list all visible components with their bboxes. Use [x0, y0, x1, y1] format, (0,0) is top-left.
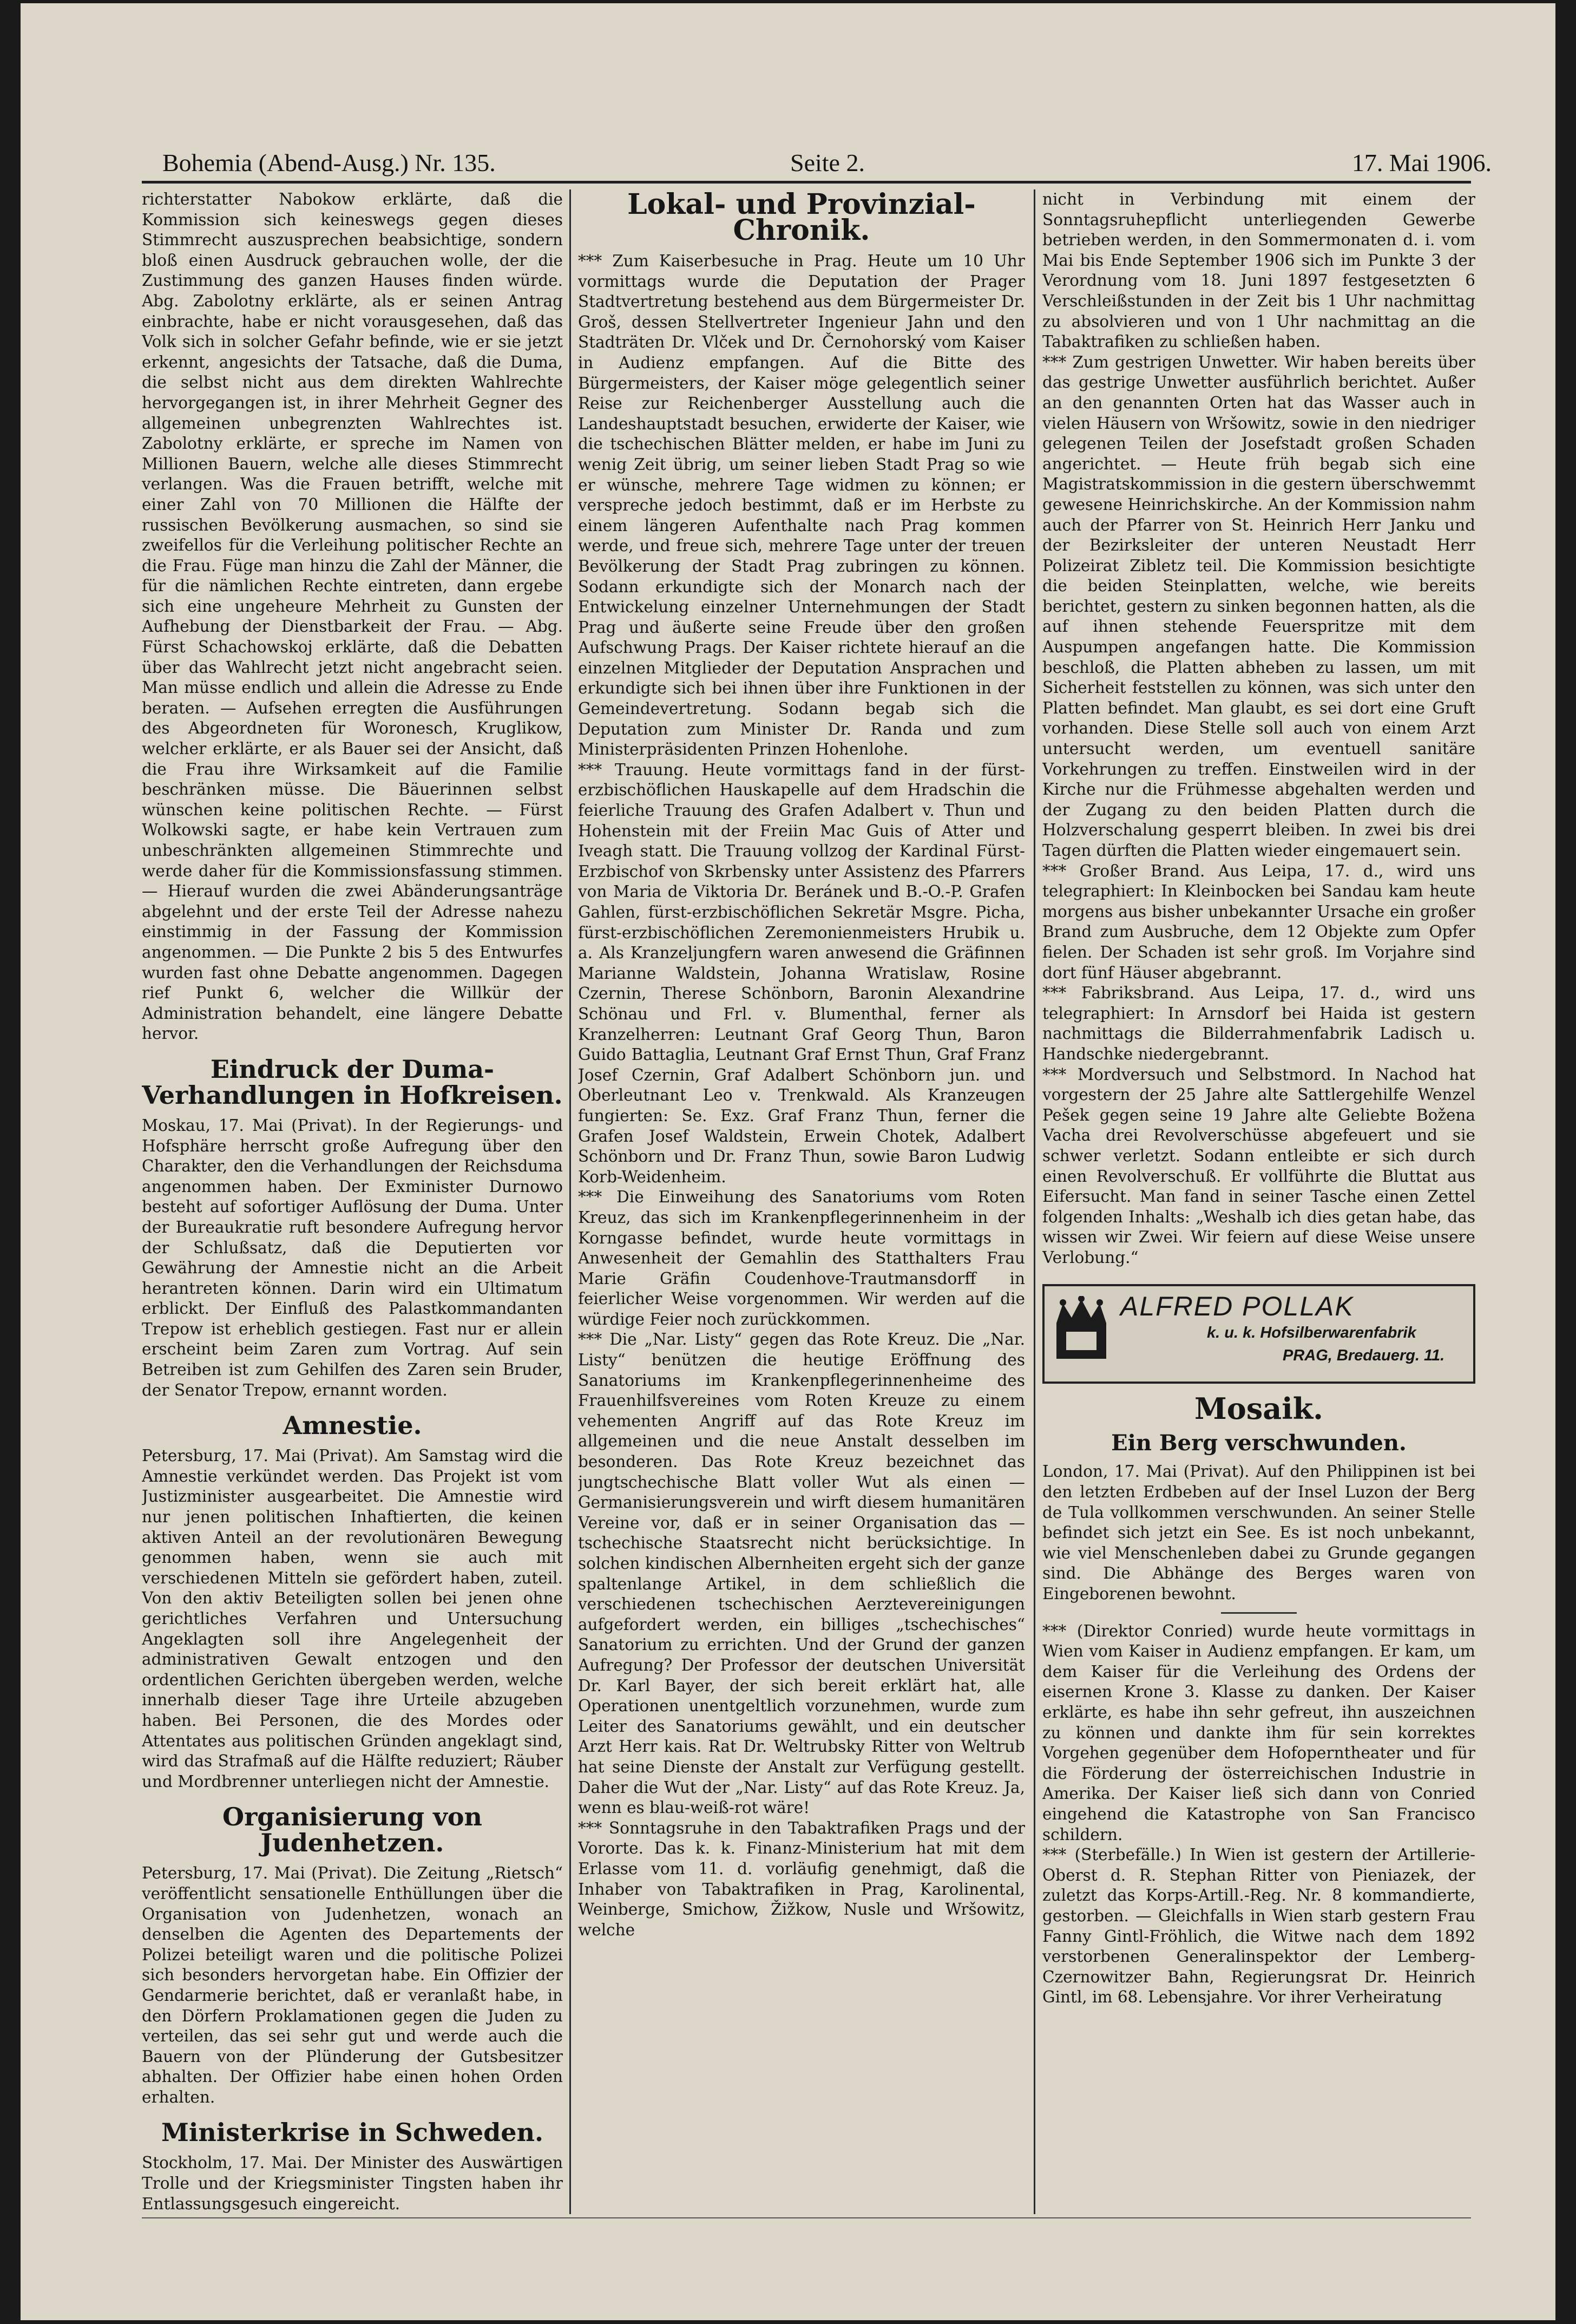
article-sanatorium: *** Die Einweihung des Sanatoriums vom Roten Kreuz, das sich im Krankenpflegerinnenheim in der Korngasse befindet, wurde heute vormittags in Anwesenheit der Gemahlin des Statthalters Frau Marie Gräfin Coudenhove-Trautmansdorff in feierlicher Weise vorgenommen. Wir werden auf die würdige Feier noch zurückkommen.: [578, 1188, 1025, 1328]
section-title-lokal-chronik: Lokal- und Provinzial-Chronik.: [627, 189, 976, 247]
article-ministerkrise: Stockholm, 17. Mai. Der Minister des Auswärtigen Trolle und der Kriegsminister Tingsten haben ihr Entlassungsgesuch eingereicht.: [142, 2153, 563, 2213]
article-conried: *** (Direktor Conried) wurde heute vormittags in Wien vom Kaiser in Audienz empfangen. Er kam, um dem Kaiser für die Verleihung des Ordens der eisernen Krone 3. Klasse zu danken. Der Kaiser erklärte, es habe ihn sehr gefreut, ihn auszeichnen zu können und dankte ihm für sein korrektes Vorgehen gegenüber dem Hofoperntheater und für die Förderung der österreichischen Industrie in Amerika. Der Kaiser ließ sich dann von Conried eingehend die Katastrophe von San Francisco schildern.: [1042, 1621, 1475, 1844]
column-3: [1042, 189, 1475, 2214]
header-masthead: Bohemia (Abend-Ausg.) Nr. 135.: [162, 149, 496, 176]
article-sterbefaelle: *** (Sterbefälle.) In Wien ist gestern der Artillerie-Oberst d. R. Stephan Ritter von Pieniazek, der zuletzt das Korps-Artill.-Reg. Nr. 8 kommandierte, gestorben. — Gleichfalls in Wien starb gestern Frau Fanny Gintl-Fröhlich, die Witwe nach dem 1892 verstorbenen Generalinspektor der Lemberg-Czernowitzer Bahn, Regierungsrat Dr. Heinrich Gintl, im 68. Lebensjahre. Vor ihrer Verheiratung: [1042, 1845, 1475, 2007]
column-divider: [569, 189, 571, 2214]
article-amnestie: Petersburg, 17. Mai (Privat). Am Samstag wird die Amnestie verkündet werden. Das Projekt ist vom Justizminister ausgearbeitet. Die Amnestie wird nur jenen politischen Inhaftierten, die keinen aktiven Anteil an der revolutionären Bewegung genommen haben, wenn sie auch mit verschiedenen Mitteln sie gefördert haben, zuteil. Von den aktiv Beteiligten sollen bei jenen ohne gerichtliches Verfahren und Untersuchung Angeklagten soll ihre Angelegenheit der administrativen Gewalt entzogen und den ordentlichen Gerichten übergeben werden, welche innerhalb dieser Tage ihre Urteile abzugeben haben. Bei Personen, die des Mordes oder Attentates aus politischen Gründen angeklagt sind, wird das Strafmaß auf die Hälfte reduziert; Räuber und Mordbrenner unterliegen nicht der Amnestie.: [142, 1446, 563, 1791]
crown-logo-icon: [1052, 1296, 1111, 1363]
article-grosser-brand: *** Großer Brand. Aus Leipa, 17. d., wird uns telegraphiert: In Kleinbocken bei Sandau kam heute morgens aus bisher unbekannter Ursache ein großer Brand zum Ausbruche, dem 12 Objekte zum Opfer fielen. Der Schaden ist sehr groß. Im Vorjahre sind dort fünf Häuser abgebrannt.: [1042, 861, 1475, 982]
section-title-mosaik: Mosaik.: [1194, 1391, 1323, 1426]
ad-company-name: ALFRED POLLAK: [1120, 1291, 1354, 1322]
column-2: [578, 189, 1025, 2214]
advertisement-pollak: [1042, 1284, 1475, 1384]
headline-duma-impression: Eindruck der Duma-Verhandlungen in Hofkreisen.: [142, 1054, 563, 1110]
column-1: [142, 189, 563, 2214]
article-trauung: *** Trauung. Heute vormittags fand in der fürst-erzbischöflichen Hauskapelle auf dem Hradschin die feierliche Trauung des Grafen Adalbert v. Thun und Hohenstein mit der Freiin Mac Guis of Atter und Iveagh statt. Die Trauung vollzog der Kardinal Fürst-Erzbischof von Skrbensky unter Assistenz des Pfarrers von Maria de Viktoria Dr. Beránek und B.-O.-P. Grafen Gahlen, fürst-erzbischöflichen Sekretär Msgre. Picha, fürst-erzbischöflichen Zeremonienmeisters Hrubik u. a. Als Kranzeljungfern waren anwesend die Gräfinnen Marianne Waldstein, Johanna Wratislaw, Rosine Czernin, Therese Schönborn, Baronin Alexandrine Schönau und Frl. v. Blumenthal, ferner als Kranzelherren: Leutnant Graf Georg Thun, Baron Guido Battaglia, Leutnant Graf Ernst Thun, Graf Franz Josef Czernin, Graf Adalbert Schönborn jun. und Oberleutnant Leo v. Trenkwald. Als Kranzeugen fungierten: Se. Exz. Graf Franz Thun, ferner die Grafen Josef Waldstein, Erwein Chotek, Adalbert Schönborn und Dr. Franz Thun, sowie Baron Ludwig Korb-Weidenheim.: [578, 760, 1025, 1186]
article-sonntagsruhe: *** Sonntagsruhe in den Tabaktrafiken Prags und der Vororte. Das k. k. Finanz-Ministerium hat mit dem Erlasse vom 11. d. vorläufig genehmigt, daß die Inhaber von Tabaktrafiken in Prag, Karolinental, Weinberge, Smichow, Žižkow, Nusle und Wršowitz, welche: [578, 1818, 1025, 1939]
header-rule: [142, 181, 1471, 184]
page-header: [162, 148, 1492, 179]
headline-berg-verschwunden: Ein Berg verschwunden.: [1111, 1430, 1407, 1456]
article-fabriksbrand: *** Fabriksbrand. Aus Leipa, 17. d., wird uns telegraphiert: In Arnsdorf bei Haida ist gestern nachmittags die Bilderrahmenfabrik Ladisch u. Handschke niedergebrannt.: [1042, 984, 1475, 1063]
article-kaiserbesuch: *** Zum Kaiserbesuche in Prag. Heute um 10 Uhr vormittags wurde die Deputation der Prager Stadtvertretung bestehend aus dem Bürgermeister Dr. Groš, dessen Stellvertreter Ingenieur Jahn und den Stadträten Dr. Vlček und Dr. Černohorský vom Kaiser in Audienz empfangen. Auf die Bitte des Bürgermeisters, der Kaiser möge gelegentlich seiner Reise zur Reichenberger Ausstellung auch die Landeshauptstadt besuchen, erwiderte der Kaiser, wie die tschechischen Blätter melden, er habe im Juni zu wenig Zeit übrig, um seiner lieben Stadt Prag so wie er wünsche, mehrere Tage widmen zu können; er verspreche jedoch bestimmt, daß er im Herbste zu einem längeren Aufenthalte nach Prag kommen werde, und freue sich, mehrere Tage unter der treuen Bevölkerung der Stadt Prag zubringen zu können. Sodann erkundigte sich der Monarch nach der Entwickelung einzelner Unternehmungen der Stadt Prag und äußerte seine Freude über den großen Aufschwung Prags. Der Kaiser richtete hierauf an die einzelnen Mitglieder der Deputation Ansprachen und erkundigte sich bei ihnen über ihre Funktionen in der Gemeindevertretung. Sodann begab sich die Deputation zum Minister Dr. Randa und zum Ministerpräsidenten Prinzen Hohenlohe.: [578, 252, 1025, 759]
ad-company-title: k. u. k. Hofsilberwarenfabrik: [1207, 1324, 1416, 1342]
headline-judenhetzen: Organisierung von Judenhetzen.: [222, 1802, 482, 1858]
header-page-number: Seite 2.: [790, 149, 865, 176]
article-sonntagsruhe-continued: nicht in Verbindung mit einem der Sonntagsruhepflicht unterliegenden Gewerbe betrieben werden, in den Sommermonaten d. i. vom Mai bis Ende September 1906 sich im Punkte 3 der Verordnung vom 18. Juni 1897 festgesetzten 6 Verschleißstunden in der Zeit bis 1 Uhr nachmittag zu absolvieren und von 1 Uhr nachmittag an die Tabaktrafiken zu schließen haben.: [1042, 190, 1475, 351]
header-date: 17. Mai 1906.: [1351, 149, 1492, 176]
article-nar-listy: *** Die „Nar. Listy“ gegen das Rote Kreuz. Die „Nar. Listy“ benützen die heutige Eröffnung des Sanatoriums im Krankenpflegerinnenheime des Frauenhilfsvereines vom Roten Kreuze zu einem vehementen Angriff auf das Rote Kreuz im allgemeinen und die neue Anstalt desselben im besonderen. Das Rote Kreuz bezeichnet das jungtschechische Blatt voller Wut als einen — Germanisierungsverein und wirft diesem humanitären Vereine vor, daß er in seiner Organisation das — tschechische Staatsrecht nicht berücksichtige. In solchen kindischen Albernheiten ergeht sich der ganze spaltenlange Artikel, in dem schließlich die verschiedenen tschechischen Aerztevereinigungen aufgefordert werden, ein billiges „tschechisches“ Sanatorium zu errichten. Und der Grund der ganzen Aufregung? Der Professor der deutschen Universität Dr. Karl Bayer, der sich bereit erklärt hat, alle Operationen unentgeltlich vorzunehmen, wurde zum Leiter des Sanatoriums gewählt, und ein deutscher Arzt Herr kais. Rat Dr. Weltrubsky Ritter von Weltrub hat seine Dienste der Anstalt zur Verfügung gestellt. Daher die Wut der „Nar. Listy“ auf das Rote Kreuz. Ja, wenn es blau-weiß-rot wäre!: [578, 1330, 1025, 1817]
article-unwetter: *** Zum gestrigen Unwetter. Wir haben bereits über das gestrige Unwetter ausführlich berichtet. Außer an den genannten Orten hat das Wasser auch in vielen Häusern von Wršowitz, sowie in den niedriger gelegenen Teilen der Josefstadt großen Schaden angerichtet. — Heute früh begab sich eine Magistratskommission in die gestern überschwemmt gewesene Heinrichskirche. An der Kommission nahm auch der Pfarrer von St. Heinrich Herr Janku und der Bezirksleiter der unteren Neustadt Herr Polizeirat Zibletz teil. Die Kommission besichtigte die beiden Steinplatten, welche, wie bereits berichtet, gestern zu sinken begonnen hatten, als die auf ihnen stehende Feuerspritze mit dem Auspumpen angefangen hatte. Die Kommission beschloß, die Platten abheben zu lassen, um mit Sicherheit feststellen zu können, was sich unter den Platten befindet. Man glaubt, es sei dort eine Gruft vorhanden. Diese Stelle soll auch von einem Arzt untersucht werden, um eventuell sanitäre Vorkehrungen zu treffen. Einstweilen wird in der Kirche nur die Frühmesse abgehalten werden und der Zugang zu den beiden Platten durch die Holzverschalung gesperrt bleiben. In zwei bis drei Tagen dürften die Platten wieder eingemauert sein.: [1042, 352, 1475, 860]
column-divider: [1034, 189, 1035, 2214]
article-judenhetzen: Petersburg, 17. Mai (Privat). Die Zeitung „Rietsch“ veröffentlicht sensationelle Enthüllungen über die Organisation von Judenhetzen, wonach an denselben die Agenten des Departements der Polizei beteiligt waren und die politische Polizei sich besonders hervorgetan habe. Ein Offizier der Gendarmerie berichtet, daß er veranlaßt habe, in den Dörfern Proklamationen gegen die Juden zu verteilen, das sei sehr gut und werde auch die Bauern von der Plünderung der Gutsbesitzer abhalten. Der Offizier habe einen hohen Orden erhalten.: [142, 1864, 563, 2106]
article-berg-verschwunden: London, 17. Mai (Privat). Auf den Philippinen ist bei den letzten Erdbeben auf der Insel Luzon der Berg de Tula vollkommen verschwunden. An seiner Stelle befindet sich jetzt ein See. Es ist noch unbekannt, wie viel Menschenleben dabei zu Grunde gegangen sind. Die Abhänge des Berges waren von Eingeborenen bewohnt.: [1042, 1462, 1475, 1603]
headline-amnestie: Amnestie.: [283, 1411, 422, 1441]
headline-ministerkrise: Ministerkrise in Schweden.: [161, 2118, 544, 2148]
article-mordversuch: *** Mordversuch und Selbstmord. In Nachod hat vorgestern der 25 Jahre alte Sattlergehilfe Wenzel Pešek gegen seine 19 Jahre alte Geliebte Božena Vacha drei Revolverschüsse abgefeuert und sie schwer verletzt. Sodann entleibte er sich durch einen Revolverschuß. Er vollführte die Bluttat aus Eifersucht. Man fand in seiner Tasche einen Zettel folgenden Inhalts: „Weshalb ich dies getan habe, das wissen wir Zwei. Wir feiern auf diese Weise unsere Verlobung.“: [1042, 1065, 1475, 1267]
ad-company-address: PRAG, Bredauerg. 11.: [1283, 1347, 1445, 1365]
article-duma-debate-continued: richterstatter Nabokow erklärte, daß die Kommission sich keineswegs gegen dieses Stimmrecht auszusprechen beabsichtige, sondern bloß einen Ausdruck gebrauchen wolle, der die Zustimmung des ganzen Hauses finden würde. Abg. Zabolotny erklärte, als er seinen Antrag einbrachte, habe er nicht vorausgesehen, daß das Volk sich in solcher Gefahr befinde, wie er sie jetzt erkennt, angesichts der Tatsache, daß die Duma, die selbst nicht aus dem direkten Wahlrechte hervorgegangen ist, in ihrer Mehrheit Gegner des allgemeinen unbegrenzten Wahlrechtes ist. Zabolotny erklärte, er spreche im Namen von Millionen Bauern, welche alle dieses Stimmrecht verlangen. Was die Frauen betrifft, welche mit einer Zahl von 70 Millionen die Hälfte der russischen Bevölkerung ausmachen, so sind sie zweifellos für die Verleihung politischer Rechte an die Frau. Füge man hinzu die Zahl der Männer, die für die nämlichen Rechte eintreten, dann ergebe sich eine ungeheure Mehrheit zu Gunsten der Aufhebung der Dienstbarkeit der Frau. — Abg. Fürst Schachowskoj erklärte, daß die Debatten über das Wahlrecht jetzt nicht angebracht seien. Man müsse endlich und allein die Adresse zu Ende beraten. — Aufsehen erregten die Ausführungen des Abgeordneten für Woronesch, Kruglikow, welcher erklärte, er als Bauer sei der Ansicht, daß die Frau ihre Wirksamkeit auf die Familie beschränken müsse. Die Bäuerinnen selbst wünschen keine politischen Rechte. — Fürst Wolkowski sagte, er habe kein Vertrauen zum unbeschränkten allgemeinen Stimmrechte und werde daher für die Kommissionsfassung stimmen. — Hierauf wurden die zwei Abänderungsanträge abgelehnt und der erste Teil der Adresse nahezu einstimmig in der Fassung der Kommission angenommen. — Die Punkte 2 bis 5 des Entwurfes wurden fast ohne Debatte angenommen. Dagegen rief Punkt 6, welcher die Willkür der Administration behandelt, eine längere Debatte hervor.: [142, 190, 563, 1043]
article-duma-impression: Moskau, 17. Mai (Privat). In der Regierungs- und Hofsphäre herrscht große Aufregung über den Charakter, den die Verhandlungen der Reichsduma angenommen haben. Der Exminister Durnowo besteht auf sofortiger Auflösung der Duma. Unter der Bureaukratie ruft besondere Aufregung hervor der Schlußsatz, daß die Deputierten vor Gewährung der Amnestie nicht an die Arbeit herantreten können. Darin wird ein Ultimatum erblickt. Der Einfluß des Palastkommandanten Trepow ist erheblich gestiegen. Fast nur er allein erscheint beim Zaren zum Vortrag. Auf sein Betreiben ist zum Gehilfen des Zaren sein Bruder, der Senator Trepow, ernannt worden.: [142, 1116, 563, 1399]
bottom-rule: [142, 2217, 1471, 2218]
separator: [1221, 1612, 1297, 1614]
